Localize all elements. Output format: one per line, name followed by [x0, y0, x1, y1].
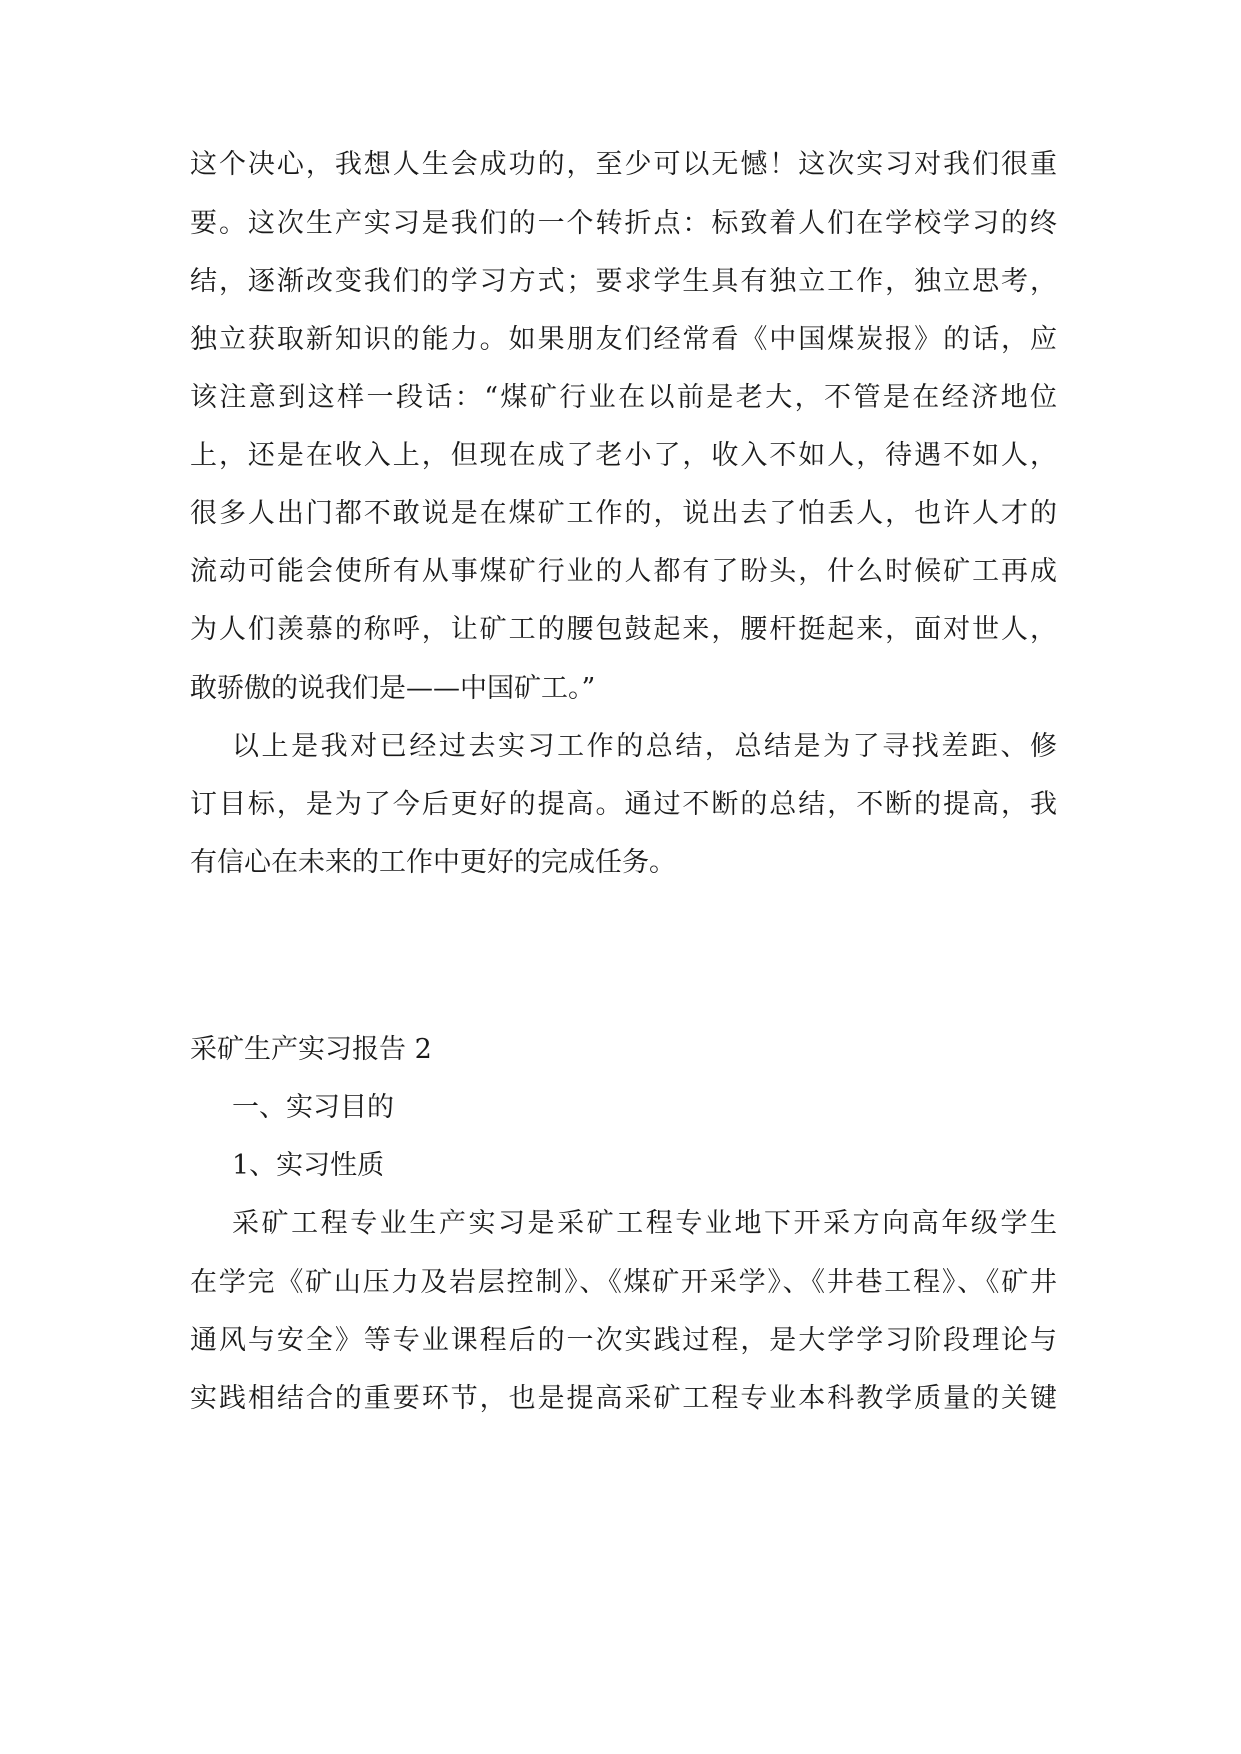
section-title: 采矿生产实习报告 2 [190, 1034, 432, 1065]
heading-nature: 1、实习性质 [232, 1150, 385, 1181]
text-line: 通风与安全》等专业课程后的一次实践过程，是大学学习阶段理论与 [190, 1325, 1057, 1356]
text-line: 以上是我对已经过去实习工作的总结，总结是为了寻找差距、修 [232, 731, 1057, 762]
text-line: 很多人出门都不敢说是在煤矿工作的，说出去了怕丢人，也许人才的 [190, 498, 1057, 529]
heading-purpose: 一、实习目的 [232, 1092, 394, 1123]
text-line: 独立获取新知识的能力。如果朋友们经常看《中国煤炭报》的话，应 [190, 324, 1057, 355]
text-line: 上，还是在收入上，但现在成了老小了，收入不如人，待遇不如人， [190, 440, 1057, 471]
text-line: 为人们羡慕的称呼，让矿工的腰包鼓起来，腰杆挺起来，面对世人， [190, 614, 1057, 645]
text-line: 采矿工程专业生产实习是采矿工程专业地下开采方向高年级学生 [232, 1208, 1057, 1239]
text-line: 在学完《矿山压力及岩层控制》、《煤矿开采学》、《井巷工程》、《矿井 [190, 1267, 1057, 1298]
text-line: 要。这次生产实习是我们的一个转折点：标致着人们在学校学习的终 [190, 208, 1057, 239]
text-line: 结，逐渐改变我们的学习方式；要求学生具有独立工作，独立思考， [190, 266, 1057, 297]
text-line: 流动可能会使所有从事煤矿行业的人都有了盼头，什么时候矿工再成 [190, 556, 1057, 587]
text-line: 有信心在未来的工作中更好的完成任务。 [190, 847, 676, 878]
text-line: 订目标，是为了今后更好的提高。通过不断的总结，不断的提高，我 [190, 789, 1057, 820]
text-line: 该注意到这样一段话：“煤矿行业在以前是老大，不管是在经济地位 [190, 382, 1057, 413]
text-line: 实践相结合的重要环节，也是提高采矿工程专业本科教学质量的关键 [190, 1383, 1057, 1414]
text-line: 这个决心，我想人生会成功的，至少可以无憾！这次实习对我们很重 [190, 149, 1057, 180]
text-line: 敢骄傲的说我们是——中国矿工。” [190, 673, 596, 704]
